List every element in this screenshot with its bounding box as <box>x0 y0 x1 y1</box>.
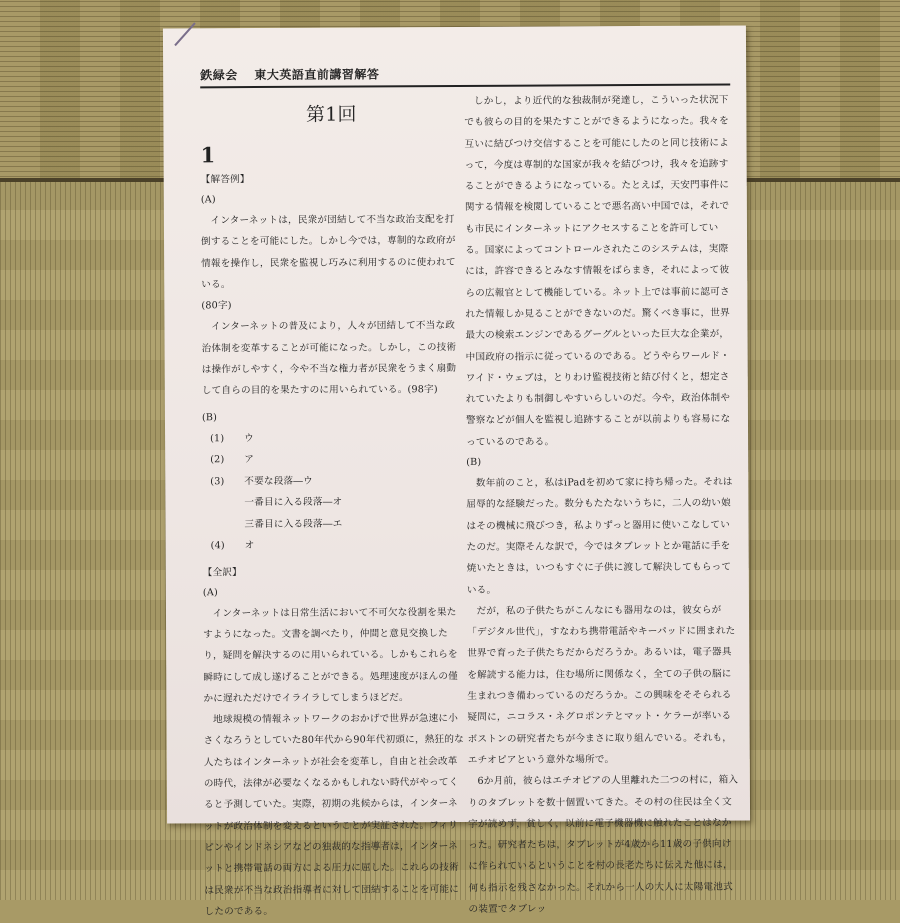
answer-b-value: 三番目に入る段落―エ <box>244 518 343 530</box>
answer-b-num <box>202 514 244 536</box>
answer-b-value: ウ <box>244 432 254 444</box>
answer-b-item <box>202 470 464 493</box>
answer-b-value: 不要な段落―ウ <box>244 475 313 487</box>
answer-b-value: ア <box>244 454 255 466</box>
translation-a-label: (A) <box>202 586 218 599</box>
answer-a2: インターネットの普及により，人々が団結して不当な政治体制を変革することが可能になった。しかし，この技術は操作がしやすく，今や不当な権力者が民衆をうまく扇動して自らの目的を果たすのに用いられている。(98字) <box>201 320 457 397</box>
right-column <box>464 90 740 921</box>
left-column <box>200 97 466 922</box>
answer-a1-count: (80字) <box>201 300 232 312</box>
answer-b-item <box>202 448 464 471</box>
answer-b-num: (3) <box>210 475 225 487</box>
question-number: 1 <box>200 142 216 168</box>
answer-b-value: オ <box>244 540 255 552</box>
printed-page <box>163 25 750 918</box>
answer-b-value: 一番目に入る段落―オ <box>244 496 343 509</box>
answer-b-item <box>203 534 465 557</box>
answer-b-num: (1) <box>210 432 225 444</box>
answer-b-item <box>202 427 464 450</box>
translation-b-paragraph-2: だが，私の子供たちがこんなにも器用なのは，彼女らが「デジタル世代」，すなわち携帯電話やキーパッドに囲まれた世界で育った子供たちだからだろうか。あるいは，電子器具を解読する能力は，住む場所に関係なく，全ての子供の脳に生まれつき備わっているのだろうか。この興味をそそられる疑問に，ニコラス・ネグロポンテとマット・ケラーが率いるボストンの研究者たちが今まさに取り組んでいる。それも，エチオピアという意外な場所で。 <box>467 604 736 766</box>
translation-a-paragraph-1: インターネットは日常生活において不可欠な役割を果たすようになった。文書を調べたり，仲間と意見交換したり，疑問を解決するのに用いられている。しかもこれらを瞬時にして成し遂げることができる。処理速度がほんの僅かに遅れただけでイライラしてしまうほどだ。 <box>203 606 458 705</box>
answers-b-list <box>202 427 465 557</box>
answer-b-num <box>202 492 244 514</box>
header-title: 東大英語直前講習解答 <box>254 67 380 83</box>
page-header <box>200 64 730 89</box>
translation-label: 【全訳】 <box>202 566 242 579</box>
answer-b-num: (2) <box>210 454 225 466</box>
answer-example-label: 【解答例】 <box>200 174 250 186</box>
answer-b-item <box>202 513 464 536</box>
part-b-label: (B) <box>201 411 218 424</box>
round-title: 第1回 <box>305 103 357 126</box>
answer-a1: インターネットは，民衆が団結して不当な政治支配を打倒することを可能にした。しかし今では，専制的な政府が情報を操作し，民衆を監視し巧みに利用するのに使われている。 <box>201 214 456 291</box>
answer-b-item <box>202 491 464 514</box>
translation-b-label: (B) <box>466 456 482 468</box>
translation-a-paragraph-2: 地球規模の情報ネットワークのおかげで世界が急速に小さくなろうとしていた80年代から90年代初頭に，熱狂的な人たちはインターネットが社会を変革し，自由と社会改革の時代，法律が必要なくなるかもしれない時代がやってくると予測していた。実際，初期の兆候からは，インターネットが政治体制を変えるということが実証された。フィリピンやインドネシアなどの独裁的な指導者は，インターネットと携帯電話の両方による圧力に屈した。これらの技術は民衆が不当な政治指導者に対して団結することを可能にしたのである。 <box>203 713 464 918</box>
translation-b-paragraph-3: 6か月前，彼らはエチオピアの人里離れた二つの村に，箱入りのタブレットを数十個置いてきた。その村の住民は全く文字が読めず，貧しく，以前に電子機器機に触れたことはなかった。研究者たちは，タブレットが4歳から11歳の子供向けに作られているということを村の長老たちに伝えた他には，何も指示を残さなかった。それから一人の大人に太陽電池式の装置でタブレッ <box>467 774 739 915</box>
part-a-label: (A) <box>200 194 216 206</box>
translation-b-paragraph-1: 数年前のこと，私はiPadを初めて家に持ち帰った。それは屈辱的な経験だった。数分もたたないうちに，二人の幼い娘はその機械に飛びつき，私よりずっと器用に使いこなしていたのだ。実際そんな訳で，今ではタブレットとか電話に手を焼いたときは，いつもすぐに子供に渡して解決してもらっている。 <box>466 476 733 596</box>
translation-a-paragraph-3: しかし，より近代的な独裁制が発達し，こういった状況下でも彼らの目的を果たすことができるようになった。我々を互いに結びつけ交信することを可能にしたのと同じ技術によって，今度は専制的な国家が我々を結びつけ，我々を追跡することができるようになっている。たとえば，天安門事件に関する情報を検閲していることで悪名高い中国では，それでも市民にインターネットにアクセスすることを許可している。国家によってコントロールされたこのシステムは，実際には，許容できるとみなす情報をばらまき，それによって彼らの広報官として機能している。ネット上では事前に認可された情報しか見ることができないのだ。驚くべき事に，世界最大の検索エンジンであるグーグルといった巨大な企業が，中国政府の指示に従っているのである。どうやらワールド・ワイド・ウェブは，とりわけ監視技術と結び付くと，想定されていたよりも制御しやすいらしいのだ。今や，政治体制や警察などが個人を監視し追跡することが以前よりも容易になっているのである。 <box>464 94 731 448</box>
answer-b-num: (4) <box>210 540 225 552</box>
header-org: 鉄緑会 <box>200 68 238 83</box>
